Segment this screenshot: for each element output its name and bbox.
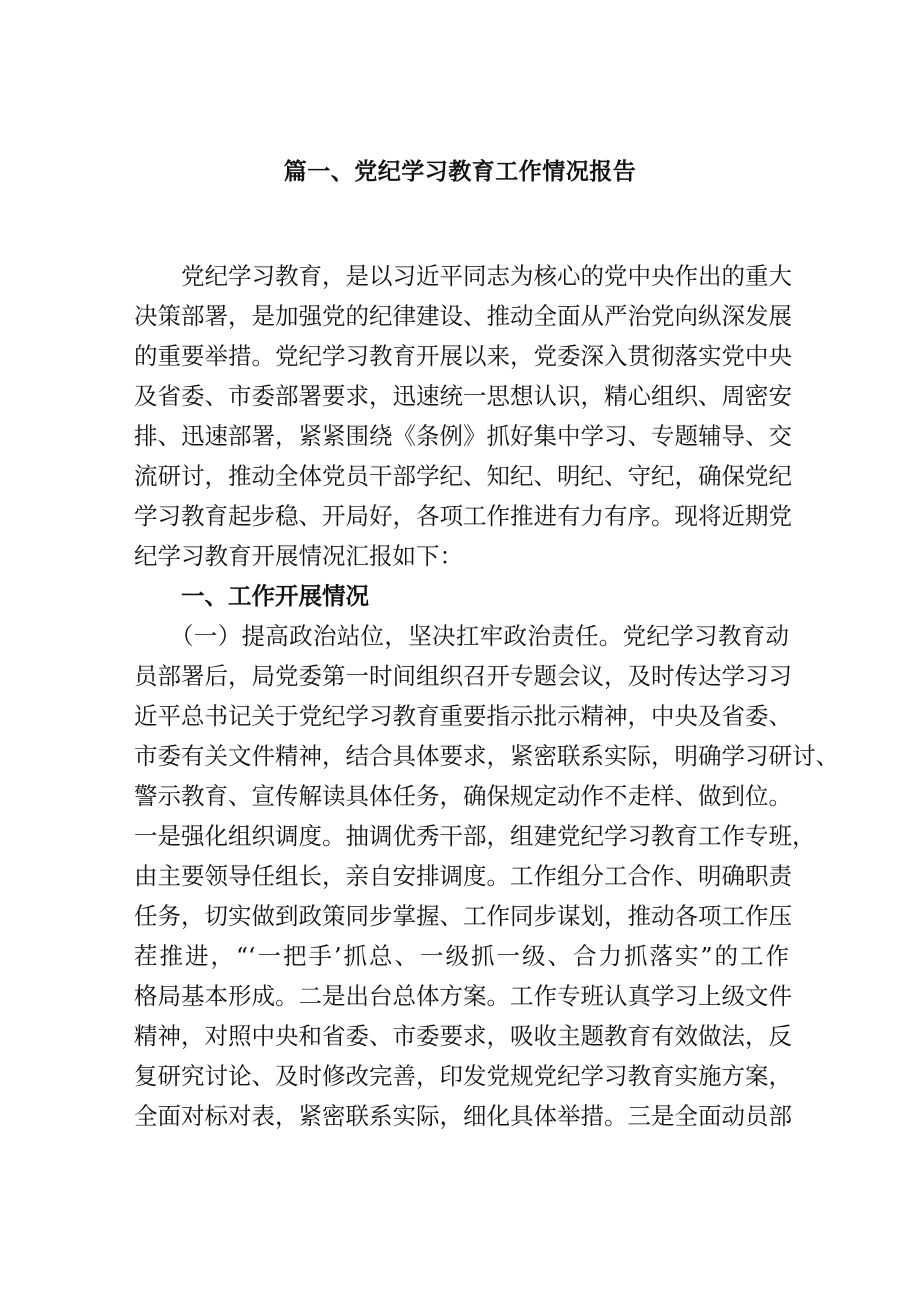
text-line: 近平总书记关于党纪学习教育重要指示批示精神，中央及省委、 [134,702,792,730]
text-line: 纪学习教育开展情况汇报如下： [134,542,463,570]
text-line: 市委有关文件精神，结合具体要求，紧密联系实际，明确学习研讨、 [134,742,839,770]
text-line: 排、迅速部署，紧紧围绕《条例》抓好集中学习、专题辅导、交 [134,422,792,450]
section-heading: 一、工作开展情况 [181,582,369,610]
text-line: 任务，切实做到政策同步掌握、工作同步谋划，推动各项工作压 [134,902,792,930]
text-line: 员部署后，局党委第一时间组织召开专题会议，及时传达学习习 [134,662,792,690]
text-line: （一）提高政治站位，坚决扛牢政治责任。党纪学习教育动 [170,622,789,650]
text-line: 决策部署，是加强党的纪律建设、推动全面从严治党向纵深发展 [134,302,792,330]
text-line: 格局基本形成。二是出台总体方案。工作专班认真学习上级文件 [134,982,792,1010]
document-body [134,256,839,1136]
text-line: 复研究讨论、及时修改完善，印发党规党纪学习教育实施方案， [134,1062,792,1090]
text-line: 茬推进，“‘一把手’抓总、一级抓一级、合力抓落实”的工作 [134,942,789,970]
text-line: 党纪学习教育，是以习近平同志为核心的党中央作出的重大 [181,262,792,290]
text-line: 由主要领导任组长，亲自安排调度。工作组分工合作、明确职责 [134,862,792,890]
text-line: 及省委、市委部署要求，迅速统一思想认识，精心组织、周密安 [134,382,792,410]
text-line: 全面对标对表，紧密联系实际，细化具体举措。三是全面动员部 [134,1102,792,1130]
text-line: 精神，对照中央和省委、市委要求，吸收主题教育有效做法，反 [134,1022,792,1050]
paragraph-intro [134,256,792,576]
paragraph-section-1 [134,616,839,1136]
text-line: 警示教育、宣传解读具体任务，确保规定动作不走样、做到位。 [134,782,792,810]
text-line: 的重要举措。党纪学习教育开展以来，党委深入贯彻落实党中央 [134,342,792,370]
document-title: 篇一、党纪学习教育工作情况报告 [283,158,637,185]
text-line: 一是强化组织调度。抽调优秀干部，组建党纪学习教育工作专班， [134,822,816,850]
text-line: 学习教育起步稳、开局好，各项工作推进有力有序。现将近期党 [134,502,792,530]
text-line: 流研讨，推动全体党员干部学纪、知纪、明纪、守纪，确保党纪 [134,462,792,490]
